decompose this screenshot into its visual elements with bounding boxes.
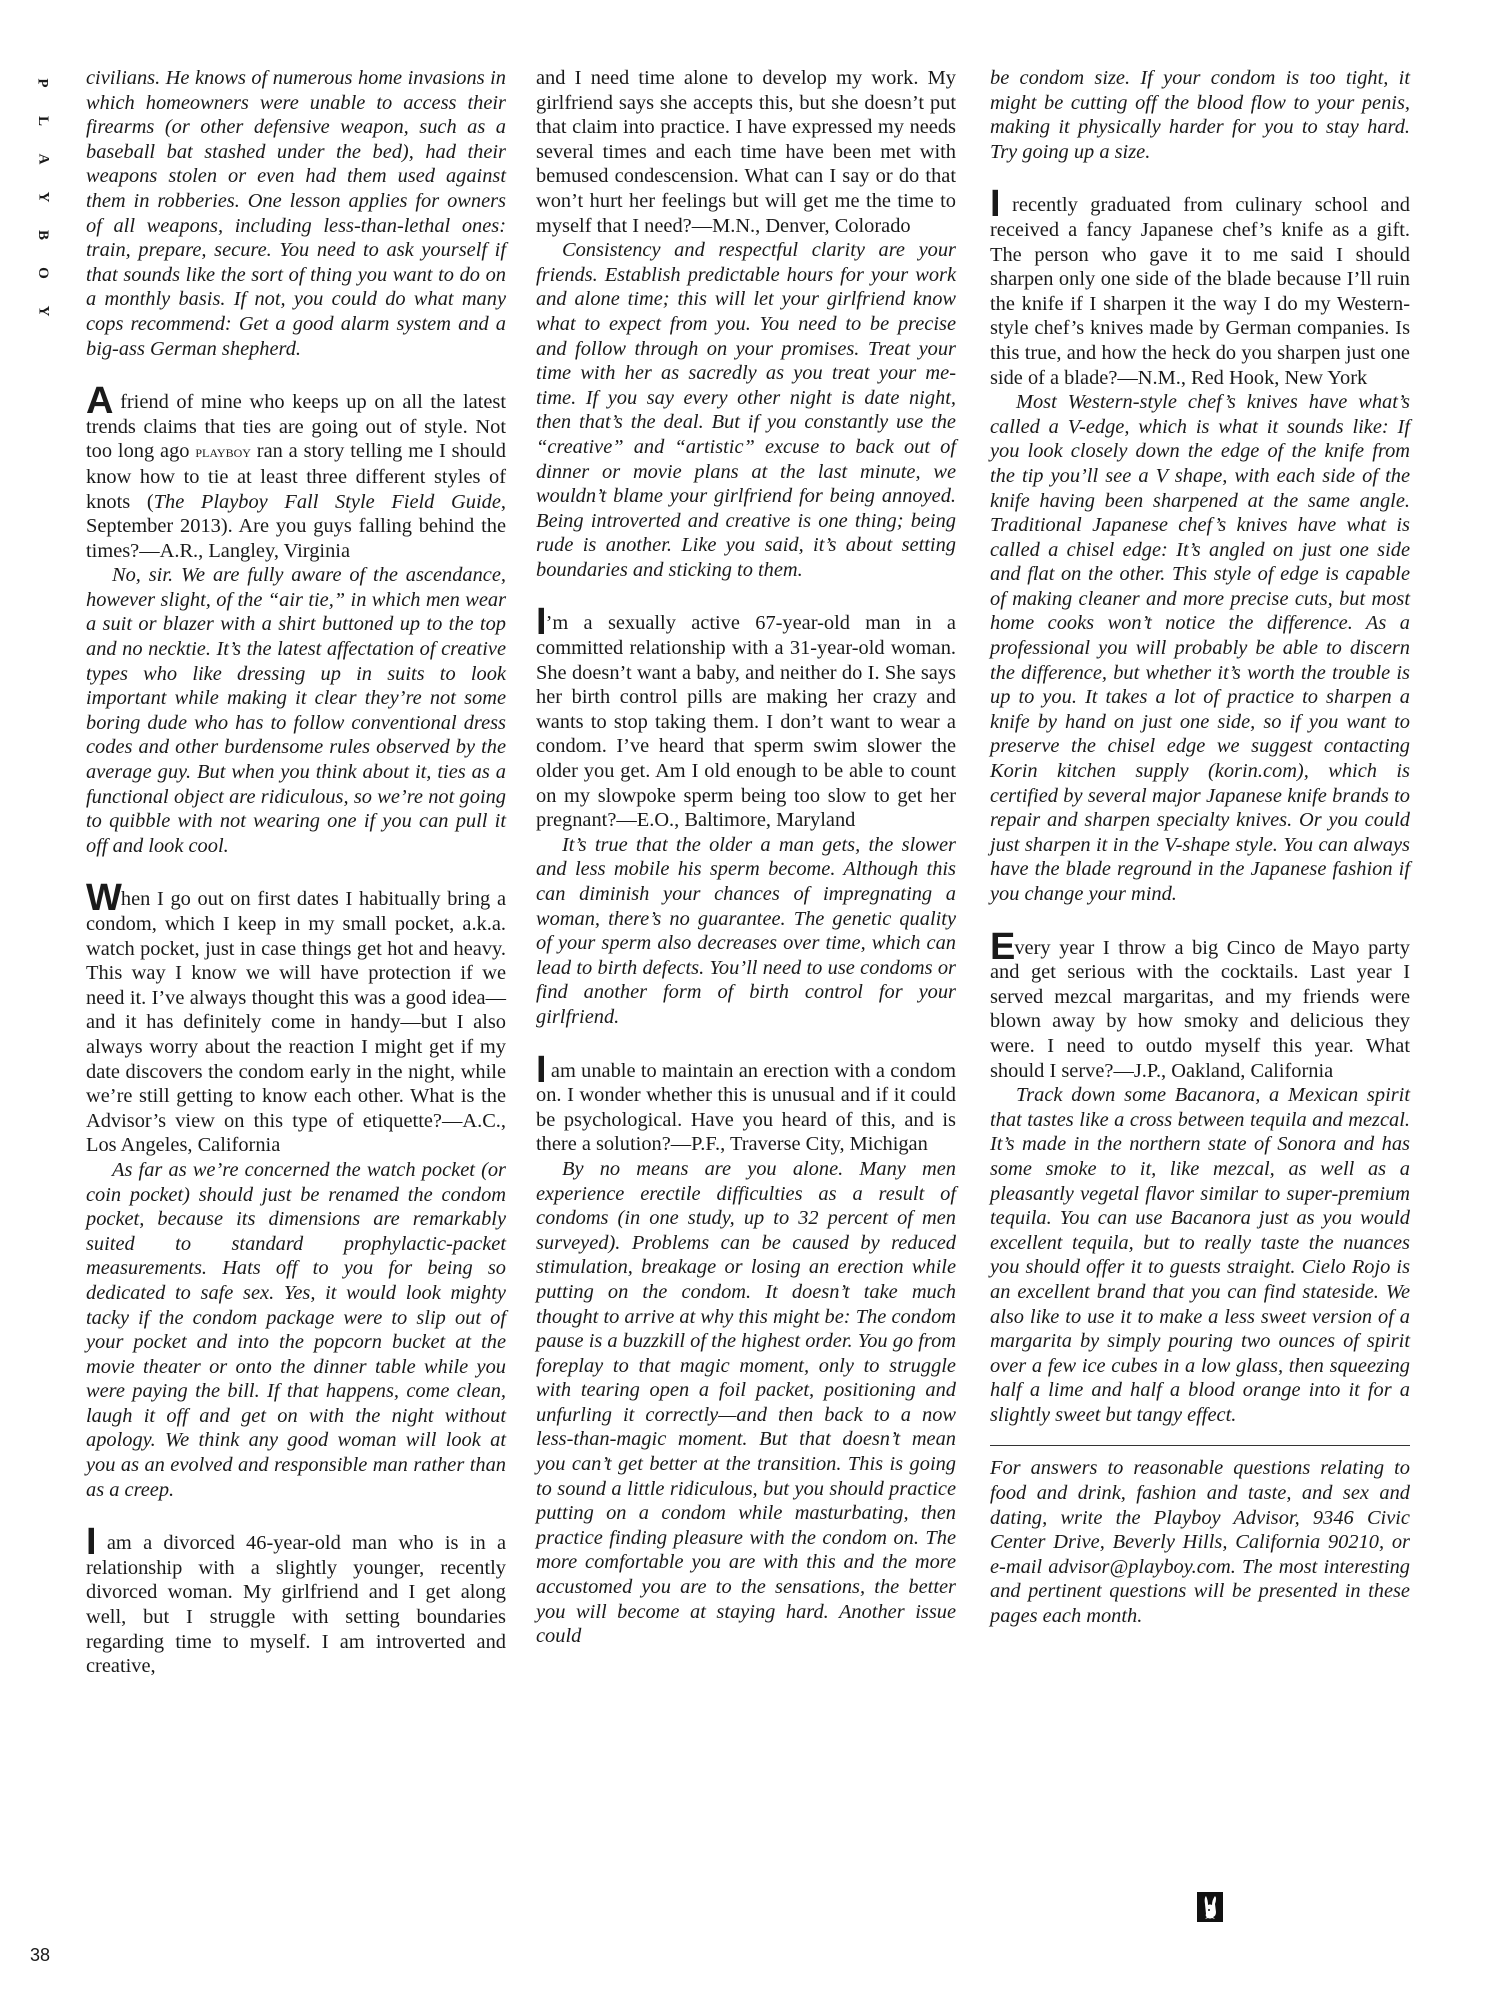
question-cinco-de-mayo	[990, 925, 1410, 1084]
column-2	[536, 66, 956, 1649]
question-text: hen I go out on first dates I habitually bring a condom, which I keep in my small pocket, a.k.a. watch pocket, just in case things get hot and heavy. This way I know we will have protection if we need it. I’ve always thought this was a good idea—and it has definitely come in handy—but I also always worry about the reaction I might get if my date discovers the condom early in the night, while we’re still getting to know each other. What is the Advisor’s view on this type of etiquette?—A.C., Los Angeles, California	[86, 888, 506, 1157]
answer-knife: Most Western-style chef’s knives have what’s called a V-edge, which is what it sounds like: If you look closely down the edge of the knife from the tip you’ll see a V shape, with each side of the knife having been sharpened at the same angle. Traditional Japanese chef’s knives have what is called a chisel edge: It’s angled on just one side and flat on the other. This style of edge is capable of making cleaner and more precise cuts, but most home cooks won’t notice the difference. As a professional you will probably be able to discern the difference, but whether it’s worth the trouble is up to you. It takes a lot of practice to sharpen a knife by hand on just one side, so if you want to preserve the chisel edge we suggest contacting Korin kitchen supply (korin.com), which is certified by several major Japanese knife brands to repair and sharpen specialty knives. Or you could just sharpen it in the V-shape style. You can always have the blade reground in the Japanese fashion if you change your mind.	[990, 391, 1410, 905]
answer-continued: civilians. He knows of numerous home invasions in which homeowners were unable to access their firearms (or other defensive weapon, such as a baseball bat stashed under the bed), had their weapons stolen or even had them used against them in robberies. One lesson applies for owners of all weapons, including less-than-lethal ones: train, prepare, secure. You need to ask yourself if that sounds like the sort of thing you want to do on a monthly basis. If not, you could do what many cops recommend: Get a good alarm system and a big-ass German shepherd.	[86, 67, 506, 360]
answer-erection: By no means are you alone. Many men experience erectile difficulties as a result of condoms (in one study, up to 32 percent of men surveyed). Problems can be caused by reduced stimulation, breakage or losing an erection while putting on the condom. It doesn’t take much thought to arrive at why this might be: The condom pause is a buzzkill of the highest order. You go from foreplay to that magic moment, only to struggle with tearing open a foil packet, positioning and unfurling it correctly—and then back to a now less-than-magic moment. But that doesn’t mean you can’t get better at the transition. This is going to sound a little ridiculous, but you should practice putting on a condom while masturbating, then practice finding pleasure with the condom on. The more comfortable you are with this and the more accustomed you are to the sensations, the better you will become at staying hard. Another issue could	[536, 1157, 956, 1648]
magazine-name-letter: Y	[35, 305, 51, 317]
answer-ties: No, sir. We are fully aware of the ascendance, however slight, of the “air tie,” in which men wear a suit or blazer with a shirt buttoned up to the top and no necktie. It’s the latest affectation of creative types who like dressing up in suits to look important while making it clear they’re not some boring dude who has to follow conventional dress codes and other burdensome rules observed by the average guy. But when you think about it, ties as a functional object are ridiculous, so we’re not going to quibble with not wearing one if you can pull it off and look cool.	[86, 564, 506, 857]
question-ties	[86, 380, 506, 563]
answer-boundaries: Consistency and respectful clarity are your friends. Establish predictable hours for your work and alone time; this will let your girlfriend know what to expect from you. You need to be precise and follow through on your promises. Treat your time with her as sacredly as you treat your me-time. If you say every other night is date night, then that’s the deal. But if you constantly use the “creative” and “artistic” excuse to back out of dinner or movie plans at the last minute, we wouldn’t blame your girlfriend for being annoyed. Being introverted and creative is one thing; being rude is another. Like you said, it’s about setting boundaries and sticking to them.	[536, 239, 956, 581]
drop-cap: I	[536, 1048, 546, 1091]
drop-cap: W	[86, 877, 121, 920]
question-boundaries	[86, 1521, 506, 1679]
submission-note: For answers to reasonable questions relating to food and drink, fashion and taste, and sex and dating, write the Playboy Advisor, 9346 Civic Center Drive, Beverly Hills, California 90210, or e-mail advisor@playboy.com. The most interesting and pertinent questions will be presented in these pages each month.	[990, 1457, 1410, 1628]
question-text: , September 2013). Are you guys falling behind the times?—A.R., Langley, Virginia	[86, 490, 506, 562]
drop-cap: I	[536, 601, 546, 644]
answer-sperm: It’s true that the older a man gets, the slower and less mobile his sperm become. Although this can diminish your chances of impregnating a woman, there’s no guarantee. The genetic quality of your sperm also decreases over time, which can lead to birth defects. You’ll need to use condoms or find another form of birth control for your girlfriend.	[536, 833, 956, 1028]
drop-cap: A	[86, 380, 113, 423]
question-text: am unable to maintain an erection with a condom on. I wonder whether this is unusual and if it could be psychological. Have you heard of this, and is there a solution?—P.F., Traverse City, Michigan	[536, 1059, 956, 1156]
question-text: very year I throw a big Cinco de Mayo party and get serious with the cocktails. Last year I served mezcal margaritas, and my friends were blown away by how smoky and delicious they were. I need to outdo myself this year. What should I serve?—J.P., Oakland, California	[990, 936, 1410, 1082]
question-knife	[990, 183, 1410, 390]
article-title: The Playboy Fall Style Field Guide	[153, 490, 501, 513]
small-caps-name: playboy	[195, 442, 251, 462]
question-sperm	[536, 601, 956, 832]
question-continued: and I need time alone to develop my work. My girlfriend says she accepts this, but she doesn’t put that claim into practice. I have expressed my needs several times and each time have been met with bemused condescension. What can I say or do that won’t hurt her feelings but will get me the time to myself that I need?—M.N., Denver, Colorado	[536, 67, 956, 237]
answer-continued: be condom size. If your condom is too tight, it might be cutting off the blood flow to your penis, making it physically harder for you to stay hard. Try going up a size.	[990, 67, 1410, 163]
question-text: recently graduated from culinary school and received a fancy Japanese chef’s knife as a gift. The person who gave it to me said I should sharpen only one side of the blade because I’ll ruin the knife if I sharpen it the way I do my Western-style chef’s knives made by German companies. Is this true, and how the heck do you sharpen just one side of a blade?—N.M., Red Hook, New York	[990, 194, 1410, 389]
question-condom-pocket	[86, 877, 506, 1158]
answer-cinco-de-mayo: Track down some Bacanora, a Mexican spirit that tastes like a cross between tequila and mezcal. It’s made in the northern state of Sonora and has some smoke to it, like mezcal, as well as a pleasantly vegetal flavor similar to super-premium tequila. You can use Bacanora just as you would excellent tequila, but to really taste the nuances you should offer it to guests straight. Cielo Rojo is an excellent brand that you can find stateside. We also like to use it to make a less sweet version of a margarita by simply pouring two ounces of spirit over a few ice cubes in a low glass, then squeezing half a lime and half a blood orange into it for a slightly sweet but tangy effect.	[990, 1084, 1410, 1426]
column-3	[990, 66, 1410, 1629]
magazine-name-letter: L	[34, 115, 51, 127]
drop-cap: E	[990, 925, 1015, 968]
drop-cap: I	[990, 183, 1000, 226]
answer-condom-pocket: As far as we’re concerned the watch pocket (or coin pocket) should just be renamed the condom pocket, because its dimensions are remarkably suited to standard prophylactic-packet measurements. Hats off to you for being so dedicated to safe sex. Yes, it would look mighty tacky if the condom package were to slip out of your pocket and into the popcorn bucket at the movie theater or onto the dinner table while you were paying the bill. If that happens, come clean, laugh it off and get on with the night without apology. We think any good woman will look at you as an evolved and responsible man rather than as a creep.	[86, 1158, 506, 1501]
question-text: ’m a sexually active 67-year-old man in a committed relationship with a 31-year-old woman. She doesn’t want a baby, and neither do I. She says her birth control pills are making her crazy and wants to stop taking them. I don’t want to wear a condom. I’ve heard that sperm swim slower the older you get. Am I old enough to be able to count on my slowpoke sperm being too slow to get her pregnant?—E.O., Baltimore, Maryland	[536, 612, 956, 832]
drop-cap: I	[86, 1521, 96, 1564]
magazine-name-letter: A	[35, 153, 51, 165]
page-number: 38	[30, 1945, 51, 1965]
magazine-name-vertical	[28, 64, 58, 330]
question-text: am a divorced 46-year-old man who is in a relationship with a slightly younger, recently divorced woman. My girlfriend and I get along well, but I struggle with setting boundaries regarding time to myself. I am introverted and creative,	[86, 1532, 506, 1678]
magazine-name-letter: P	[34, 78, 51, 88]
column-1	[86, 66, 506, 1679]
magazine-name-letter: B	[34, 229, 51, 241]
question-text: ran a story telling me I should know how to tie at least three different styles of knots (	[86, 440, 506, 513]
question-erection	[536, 1048, 956, 1157]
question-text: friend of mine who keeps up on all the latest trends claims that ties are going out of style. Not too long ago	[86, 391, 506, 463]
magazine-name-letter: Y	[35, 191, 51, 203]
magazine-name-letter: O	[34, 267, 51, 279]
divider	[990, 1445, 1410, 1446]
rabbit-head-icon	[1197, 1892, 1223, 1922]
